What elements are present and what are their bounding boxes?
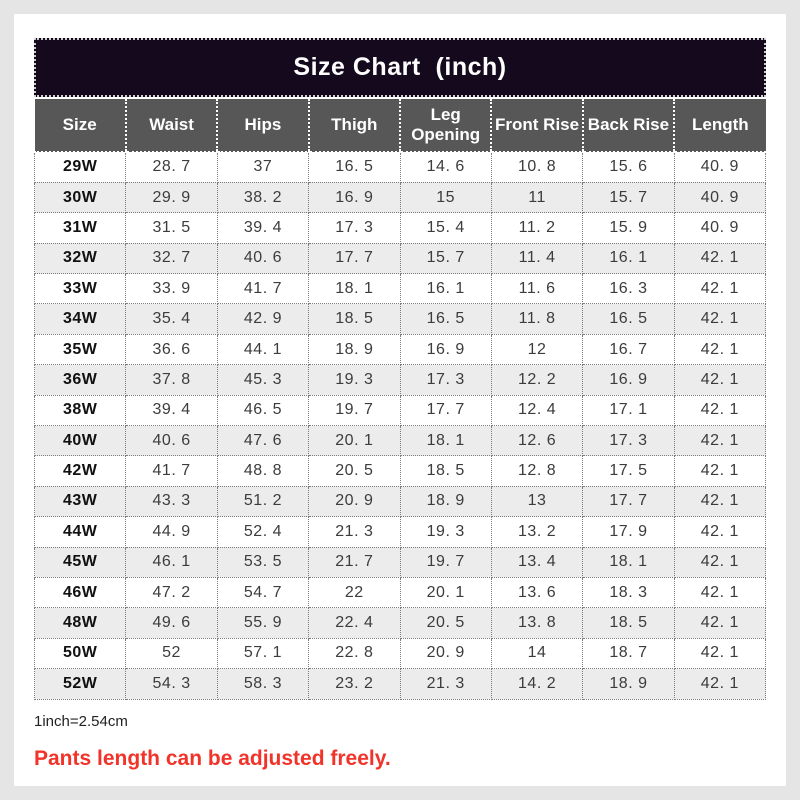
size-cell: 31W xyxy=(35,213,126,243)
size-cell: 29W xyxy=(35,152,126,182)
measurement-cell: 14. 2 xyxy=(491,669,582,699)
measurement-cell: 47. 6 xyxy=(217,426,308,456)
measurement-cell: 20. 5 xyxy=(400,608,491,638)
measurement-cell: 17. 9 xyxy=(583,517,674,547)
measurement-cell: 13. 4 xyxy=(491,547,582,577)
size-table xyxy=(34,99,766,700)
measurement-cell: 17. 3 xyxy=(309,213,400,243)
measurement-cell: 41. 7 xyxy=(217,274,308,304)
conversion-note: 1inch=2.54cm xyxy=(34,712,128,730)
table-row xyxy=(35,304,766,334)
measurement-cell: 18. 5 xyxy=(400,456,491,486)
measurement-cell: 42. 1 xyxy=(674,456,765,486)
measurement-cell: 58. 3 xyxy=(217,669,308,699)
measurement-cell: 17. 5 xyxy=(583,456,674,486)
measurement-cell: 22. 8 xyxy=(309,638,400,668)
measurement-cell: 36. 6 xyxy=(126,334,217,364)
table-row xyxy=(35,669,766,699)
table-row xyxy=(35,608,766,638)
measurement-cell: 40. 6 xyxy=(217,243,308,273)
measurement-cell: 16. 3 xyxy=(583,274,674,304)
measurement-cell: 14 xyxy=(491,638,582,668)
table-row xyxy=(35,274,766,304)
measurement-cell: 22. 4 xyxy=(309,608,400,638)
measurement-cell: 14. 6 xyxy=(400,152,491,182)
measurement-cell: 28. 7 xyxy=(126,152,217,182)
measurement-cell: 17. 1 xyxy=(583,395,674,425)
table-row xyxy=(35,395,766,425)
measurement-cell: 16. 9 xyxy=(400,334,491,364)
measurement-cell: 18. 5 xyxy=(309,304,400,334)
measurement-cell: 20. 1 xyxy=(309,426,400,456)
measurement-cell: 23. 2 xyxy=(309,669,400,699)
measurement-cell: 40. 9 xyxy=(674,152,765,182)
size-table-header xyxy=(35,99,766,152)
measurement-cell: 15. 7 xyxy=(583,182,674,212)
column-header-thigh: Thigh xyxy=(309,99,400,152)
measurement-cell: 13. 6 xyxy=(491,577,582,607)
measurement-cell: 21. 3 xyxy=(400,669,491,699)
column-header-size: Size xyxy=(35,99,126,152)
column-header-leg-opening: Leg Opening xyxy=(400,99,491,152)
measurement-cell: 16. 9 xyxy=(309,182,400,212)
measurement-cell: 37 xyxy=(217,152,308,182)
measurement-cell: 32. 7 xyxy=(126,243,217,273)
measurement-cell: 21. 7 xyxy=(309,547,400,577)
highlight-note: Pants length can be adjusted freely. xyxy=(34,746,391,770)
measurement-cell: 40. 9 xyxy=(674,182,765,212)
measurement-cell: 51. 2 xyxy=(217,486,308,516)
measurement-cell: 42. 1 xyxy=(674,274,765,304)
measurement-cell: 29. 9 xyxy=(126,182,217,212)
measurement-cell: 43. 3 xyxy=(126,486,217,516)
measurement-cell: 42. 1 xyxy=(674,426,765,456)
table-row xyxy=(35,365,766,395)
size-table-body xyxy=(35,152,766,699)
measurement-cell: 40. 9 xyxy=(674,213,765,243)
measurement-cell: 49. 6 xyxy=(126,608,217,638)
measurement-cell: 18. 1 xyxy=(309,274,400,304)
measurement-cell: 15. 7 xyxy=(400,243,491,273)
measurement-cell: 42. 1 xyxy=(674,395,765,425)
measurement-cell: 33. 9 xyxy=(126,274,217,304)
measurement-cell: 12. 6 xyxy=(491,426,582,456)
size-cell: 32W xyxy=(35,243,126,273)
measurement-cell: 18. 1 xyxy=(400,426,491,456)
measurement-cell: 11. 2 xyxy=(491,213,582,243)
measurement-cell: 42. 1 xyxy=(674,638,765,668)
measurement-cell: 16. 5 xyxy=(309,152,400,182)
measurement-cell: 40. 6 xyxy=(126,426,217,456)
table-row xyxy=(35,334,766,364)
measurement-cell: 38. 2 xyxy=(217,182,308,212)
measurement-cell: 31. 5 xyxy=(126,213,217,243)
size-cell: 50W xyxy=(35,638,126,668)
measurement-cell: 12. 8 xyxy=(491,456,582,486)
size-chart-card xyxy=(14,14,786,786)
size-cell: 42W xyxy=(35,456,126,486)
size-chart-title-bar xyxy=(34,38,766,97)
measurement-cell: 42. 1 xyxy=(674,547,765,577)
table-row xyxy=(35,486,766,516)
measurement-cell: 42. 1 xyxy=(674,577,765,607)
column-header-back-rise: Back Rise xyxy=(583,99,674,152)
measurement-cell: 42. 1 xyxy=(674,334,765,364)
measurement-cell: 52 xyxy=(126,638,217,668)
size-cell: 35W xyxy=(35,334,126,364)
size-cell: 44W xyxy=(35,517,126,547)
measurement-cell: 52. 4 xyxy=(217,517,308,547)
measurement-cell: 16. 1 xyxy=(583,243,674,273)
measurement-cell: 18. 3 xyxy=(583,577,674,607)
measurement-cell: 17. 7 xyxy=(309,243,400,273)
measurement-cell: 20. 9 xyxy=(309,486,400,516)
measurement-cell: 12. 4 xyxy=(491,395,582,425)
table-row xyxy=(35,426,766,456)
measurement-cell: 19. 3 xyxy=(400,517,491,547)
measurement-cell: 20. 9 xyxy=(400,638,491,668)
measurement-cell: 15 xyxy=(400,182,491,212)
table-row xyxy=(35,517,766,547)
measurement-cell: 20. 5 xyxy=(309,456,400,486)
measurement-cell: 18. 9 xyxy=(309,334,400,364)
table-row xyxy=(35,638,766,668)
size-cell: 30W xyxy=(35,182,126,212)
table-row xyxy=(35,577,766,607)
measurement-cell: 41. 7 xyxy=(126,456,217,486)
size-cell: 38W xyxy=(35,395,126,425)
measurement-cell: 17. 7 xyxy=(400,395,491,425)
measurement-cell: 46. 1 xyxy=(126,547,217,577)
size-cell: 40W xyxy=(35,426,126,456)
measurement-cell: 18. 9 xyxy=(583,669,674,699)
measurement-cell: 16. 7 xyxy=(583,334,674,364)
measurement-cell: 42. 1 xyxy=(674,517,765,547)
measurement-cell: 11. 6 xyxy=(491,274,582,304)
column-header-hips: Hips xyxy=(217,99,308,152)
measurement-cell: 42. 9 xyxy=(217,304,308,334)
measurement-cell: 45. 3 xyxy=(217,365,308,395)
measurement-cell: 16. 9 xyxy=(583,365,674,395)
column-header-length: Length xyxy=(674,99,765,152)
size-cell: 46W xyxy=(35,577,126,607)
header-row xyxy=(35,99,766,152)
measurement-cell: 11 xyxy=(491,182,582,212)
measurement-cell: 13 xyxy=(491,486,582,516)
measurement-cell: 18. 7 xyxy=(583,638,674,668)
size-cell: 34W xyxy=(35,304,126,334)
measurement-cell: 39. 4 xyxy=(217,213,308,243)
measurement-cell: 18. 5 xyxy=(583,608,674,638)
size-cell: 43W xyxy=(35,486,126,516)
measurement-cell: 16. 5 xyxy=(400,304,491,334)
table-row xyxy=(35,182,766,212)
measurement-cell: 18. 9 xyxy=(400,486,491,516)
size-chart-title: Size Chart (inch) xyxy=(293,53,507,81)
measurement-cell: 42. 1 xyxy=(674,669,765,699)
measurement-cell: 44. 9 xyxy=(126,517,217,547)
measurement-cell: 42. 1 xyxy=(674,486,765,516)
size-cell: 45W xyxy=(35,547,126,577)
size-cell: 36W xyxy=(35,365,126,395)
measurement-cell: 54. 7 xyxy=(217,577,308,607)
measurement-cell: 10. 8 xyxy=(491,152,582,182)
measurement-cell: 19. 7 xyxy=(400,547,491,577)
measurement-cell: 55. 9 xyxy=(217,608,308,638)
measurement-cell: 20. 1 xyxy=(400,577,491,607)
measurement-cell: 47. 2 xyxy=(126,577,217,607)
measurement-cell: 15. 9 xyxy=(583,213,674,243)
measurement-cell: 22 xyxy=(309,577,400,607)
measurement-cell: 42. 1 xyxy=(674,243,765,273)
size-chart xyxy=(34,38,766,771)
column-header-front-rise: Front Rise xyxy=(491,99,582,152)
measurement-cell: 21. 3 xyxy=(309,517,400,547)
measurement-cell: 16. 5 xyxy=(583,304,674,334)
measurement-cell: 16. 1 xyxy=(400,274,491,304)
table-row xyxy=(35,456,766,486)
measurement-cell: 19. 3 xyxy=(309,365,400,395)
table-row xyxy=(35,547,766,577)
measurement-cell: 15. 6 xyxy=(583,152,674,182)
measurement-cell: 12. 2 xyxy=(491,365,582,395)
measurement-cell: 53. 5 xyxy=(217,547,308,577)
size-cell: 33W xyxy=(35,274,126,304)
measurement-cell: 54. 3 xyxy=(126,669,217,699)
measurement-cell: 17. 3 xyxy=(583,426,674,456)
table-row xyxy=(35,213,766,243)
table-row xyxy=(35,152,766,182)
column-header-waist: Waist xyxy=(126,99,217,152)
measurement-cell: 15. 4 xyxy=(400,213,491,243)
measurement-cell: 37. 8 xyxy=(126,365,217,395)
measurement-cell: 17. 3 xyxy=(400,365,491,395)
measurement-cell: 19. 7 xyxy=(309,395,400,425)
table-row xyxy=(35,243,766,273)
measurement-cell: 11. 4 xyxy=(491,243,582,273)
measurement-cell: 42. 1 xyxy=(674,365,765,395)
measurement-cell: 13. 2 xyxy=(491,517,582,547)
size-cell: 52W xyxy=(35,669,126,699)
measurement-cell: 42. 1 xyxy=(674,304,765,334)
measurement-cell: 11. 8 xyxy=(491,304,582,334)
measurement-cell: 42. 1 xyxy=(674,608,765,638)
measurement-cell: 18. 1 xyxy=(583,547,674,577)
measurement-cell: 12 xyxy=(491,334,582,364)
measurement-cell: 39. 4 xyxy=(126,395,217,425)
measurement-cell: 48. 8 xyxy=(217,456,308,486)
measurement-cell: 46. 5 xyxy=(217,395,308,425)
size-cell: 48W xyxy=(35,608,126,638)
measurement-cell: 13. 8 xyxy=(491,608,582,638)
measurement-cell: 44. 1 xyxy=(217,334,308,364)
measurement-cell: 35. 4 xyxy=(126,304,217,334)
measurement-cell: 17. 7 xyxy=(583,486,674,516)
measurement-cell: 57. 1 xyxy=(217,638,308,668)
